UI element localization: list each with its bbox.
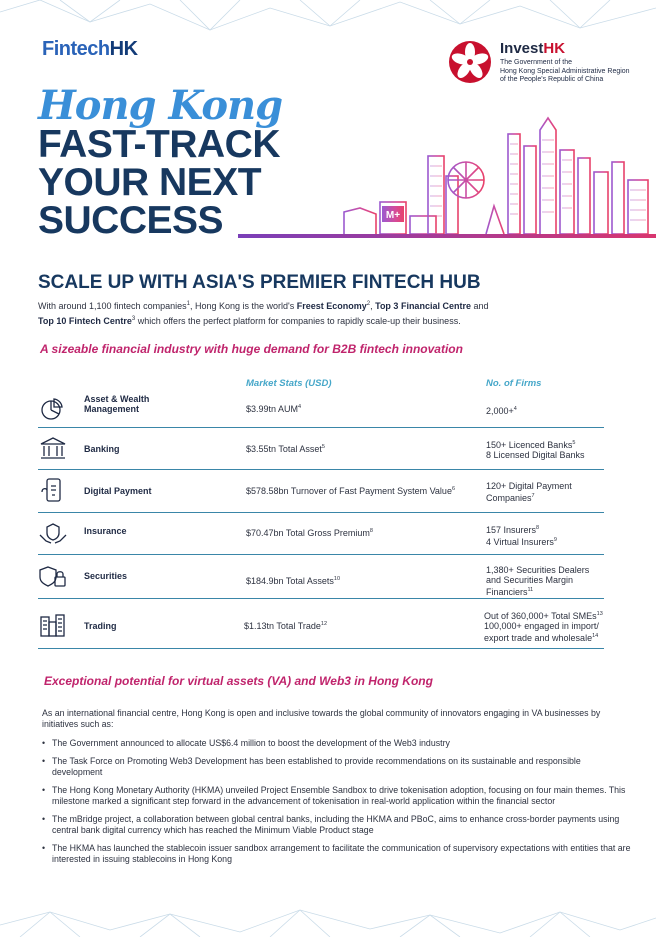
web3-intro: As an international financial centre, Hong Kong is open and inclusive towards the global community of innovators engaging in VA businesses by initiatives such as: xyxy=(42,708,601,729)
hong-kong-skyline-illustration xyxy=(340,110,656,240)
intro-paragraph: With around 1,100 fintech companies$^1$, Hong Kong is the world's Freest Economy$^2$, Top 3 Financial Centre and Top 10 Fintech Centre$^3$ which offers the perfect platform for companies to rapidly scale-up their business. xyxy=(38,301,489,326)
table-row: Asset & Wealth Management $3.99tn AUM$^4$ 2,000+$^4$ xyxy=(38,390,604,428)
mobile-payment-icon xyxy=(38,478,68,504)
list-item: • The Hong Kong Monetary Authority (HKMA) unveiled Project Ensemble Sandbox to drive tokenisation adoption, focusing on four main themes. This milestone marked a significant step forward in the advancement of tokenisation in real-world application within the financial sector xyxy=(42,785,632,807)
web3-bullet-list xyxy=(42,738,632,872)
hero-title-line: SUCCESS xyxy=(38,199,224,242)
secure-lock-icon xyxy=(38,565,68,591)
table-row: Banking $3.55tn Total Asset$^5$ 150+ Licenced Banks$^5$ 8 Licensed Digital Banks xyxy=(38,428,604,470)
investhk-brand: InvestHK xyxy=(500,40,566,57)
table-row: Securities $184.9bn Total Assets$^{10}$ 1,380+ Securities Dealers and Securities Margin Financiers$^{11}$ xyxy=(38,555,604,599)
museum-sign: M+ xyxy=(385,210,401,221)
hero-gradient-rule xyxy=(238,234,656,238)
table-row: Trading $1.13tn Total Trade$^{12}$ Out of 360,000+ Total SMEs$^{13}$ 100,000+ engaged in import/ export trade and wholesale$^{14}$ xyxy=(38,599,604,649)
hero-title-line: YOUR NEXT xyxy=(38,161,262,204)
list-item: • The Task Force on Promoting Web3 Development has been established to provide recommendations on its sustainable and responsible development xyxy=(42,756,632,778)
bank-icon xyxy=(38,436,68,462)
list-item: • The mBridge project, a collaboration between global central banks, including the HKMA and PBoC, aims to enhance cross-border payments using central bank digital currency which has reached the Minimum Viable Product stage xyxy=(42,814,632,836)
list-item: • The HKMA has launched the stablecoin issuer sandbox arrangement to facilitate the communication of supervisory expectations with entities that are interested in issuing stablecoins in Hong Kong xyxy=(42,843,632,865)
hero-title-line: FAST-TRACK xyxy=(38,123,280,166)
hk-bauhinia-emblem-icon xyxy=(448,40,492,84)
buildings-icon xyxy=(38,613,68,639)
logo-hk-suffix: HK xyxy=(109,38,138,60)
web3-heading: Exceptional potential for virtual assets (VA) and Web3 in Hong Kong xyxy=(44,674,433,688)
hero-script-title: Hong Kong xyxy=(38,82,283,129)
insurance-hands-icon xyxy=(38,521,68,547)
table-row: Insurance $70.47bn Total Gross Premium$^8$ 157 Insurers$^8$ 4 Virtual Insurers$^9$ xyxy=(38,513,604,555)
column-header-firms: No. of Firms xyxy=(486,378,542,389)
logo-hk-suffix: HK xyxy=(543,40,566,57)
industry-heading: A sizeable financial industry with huge demand for B2B fintech innovation xyxy=(40,342,463,356)
hero-title xyxy=(38,123,280,242)
pie-chart-icon xyxy=(38,396,68,422)
fintechhk-logo-text: Fintech xyxy=(42,38,110,60)
column-header-market-stats: Market Stats (USD) xyxy=(246,378,332,389)
fintechhk-logo xyxy=(42,38,138,61)
section-title: SCALE UP WITH ASIA'S PREMIER FINTECH HUB xyxy=(38,272,481,293)
government-caption: The Government of the Hong Kong Special Administrative Region of the People's Republic of China xyxy=(500,59,630,83)
table-row: Digital Payment $578.58bn Turnover of Fast Payment System Value$^6$ 120+ Digital Payment Companies$^7$ xyxy=(38,470,604,513)
investhk-logo xyxy=(448,40,638,90)
list-item: • The Government announced to allocate US$6.4 million to boost the development of the Web3 industry xyxy=(42,738,632,749)
